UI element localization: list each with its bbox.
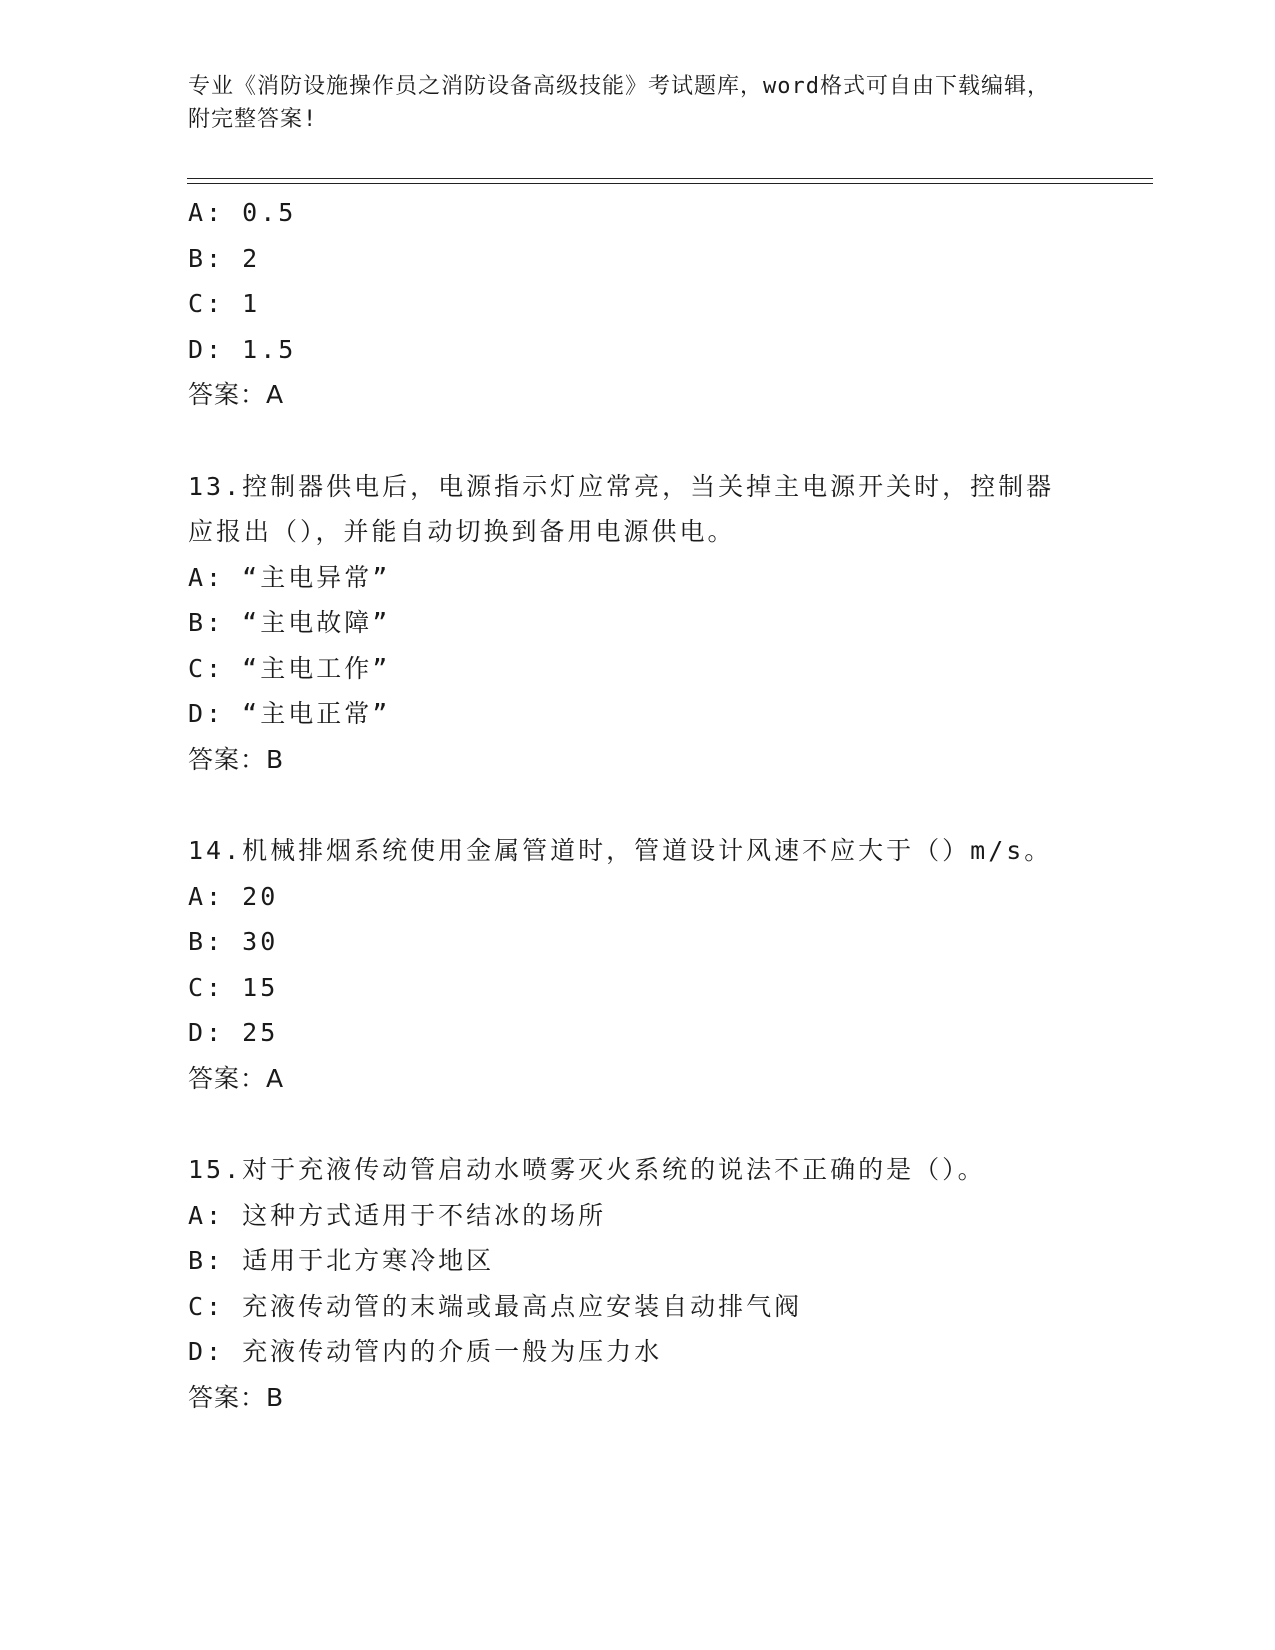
option-a: A: 0.5 [188,198,297,227]
option-a: A: 这种方式适用于不结冰的场所 [188,1200,607,1230]
option-c: C: 充液传动管的末端或最高点应安装自动排气阀 [188,1291,803,1321]
question-stem: 15.对于充液传动管启动水喷雾灭火系统的说法不正确的是（）。 [188,1155,986,1184]
option-b: B: “主电故障” [188,608,391,637]
header-rule-top [187,178,1153,179]
document-header: 专业《消防设施操作员之消防设备高级技能》考试题库，word格式可自由下载编辑，附完整答案! [188,74,1050,132]
option-a: A: 20 [188,881,279,911]
option-b: B: 30 [188,927,279,956]
option-d: D: 1.5 [188,334,297,364]
question-stem: 14.机械排烟系统使用金属管道时，管道设计风速不应大于（）m/s。 [188,836,1053,865]
header-rule-bottom [187,183,1153,184]
question-12 [188,190,1088,418]
answer: 答案：A [188,380,285,409]
question-list [188,190,1088,1420]
question-15 [188,1147,1088,1420]
answer: 答案：A [188,1063,285,1093]
answer: 答案：B [188,1382,285,1412]
question-14 [188,828,1088,1101]
option-d: D: 充液传动管内的介质一般为压力水 [188,1337,663,1366]
option-a: A: “主电异常” [188,562,391,592]
question-13 [188,464,1088,783]
option-d: D: “主电正常” [188,699,391,728]
option-b: B: 适用于北方寒冷地区 [188,1246,495,1275]
option-b: B: 2 [188,243,261,273]
option-c: C: “主电工作” [188,653,391,683]
answer: 答案：B [188,744,285,774]
option-d: D: 25 [188,1018,279,1047]
question-stem: 13.控制器供电后，电源指示灯应常亮，当关掉主电源开关时，控制器应报出（），并能自动切换到备用电源供电。 [188,471,1055,546]
option-c: C: 15 [188,972,279,1002]
option-c: C: 1 [188,289,261,318]
